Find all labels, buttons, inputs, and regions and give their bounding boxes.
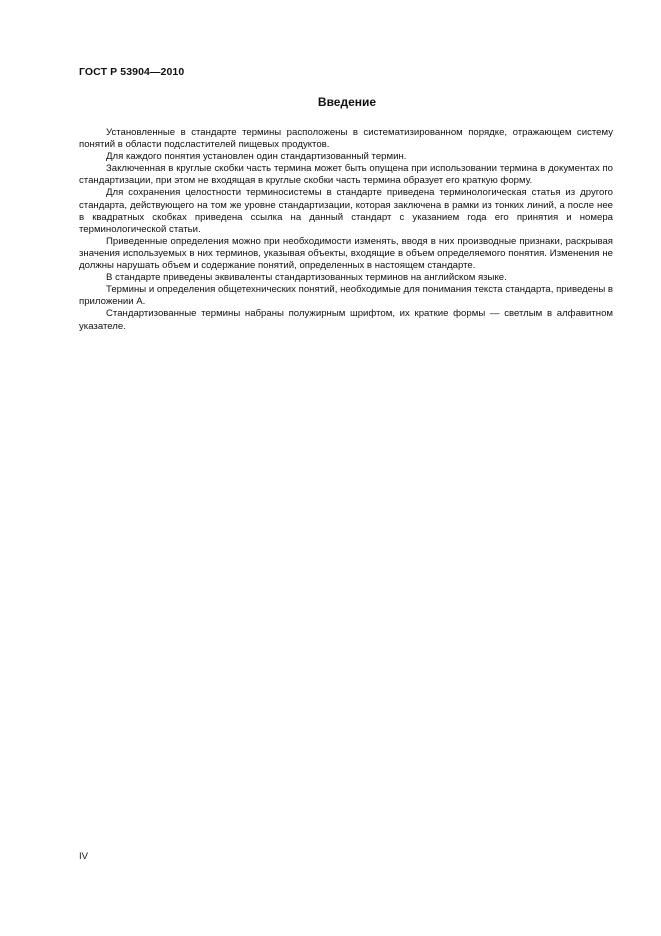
paragraph: Термины и определения общетехнических понятий, необходимые для понимания текста стандарта, приведены в приложении А. [79, 284, 613, 308]
paragraph: Приведенные определения можно при необходимости изменять, вводя в них производные признаки, раскрывая значения используемых в них терминов, указывая объекты, входящие в объем определяемого понятия. Изменения не должны нарушать объем и содержание понятий, определенных в настоящем стандарте. [79, 235, 613, 272]
paragraph: В стандарте приведены эквиваленты стандартизованных терминов на английском языке. [106, 272, 507, 284]
introduction-body [79, 127, 613, 333]
section-title: Введение [317, 95, 377, 109]
page-number: IV [79, 851, 88, 862]
paragraph: Для каждого понятия установлен один стандартизованный термин. [106, 151, 407, 163]
paragraph: Стандартизованные термины набраны полужирным шрифтом, их краткие формы — светлым в алфавитном указателе. [79, 308, 613, 332]
paragraph: Для сохранения целостности терминосистемы в стандарте приведена терминологическая статья из другого стандарта, действующего на том же уровне стандартизации, которая заключена в рамки из тонких линий, а после нее в квадратных скобках приведена ссылка на данный стандарт с указанием года его принятия и номера терминологической статьи. [79, 187, 613, 235]
paragraph: Установленные в стандарте термины расположены в систематизированном порядке, отражающем систему понятий в области подсластителей пищевых продуктов. [79, 127, 613, 151]
document-header: ГОСТ Р 53904—2010 [79, 66, 185, 78]
paragraph: Заключенная в круглые скобки часть термина может быть опущена при использовании термина в документах по стандартизации, при этом не входящая в круглые скобки часть термина образует его краткую форму. [79, 163, 613, 187]
